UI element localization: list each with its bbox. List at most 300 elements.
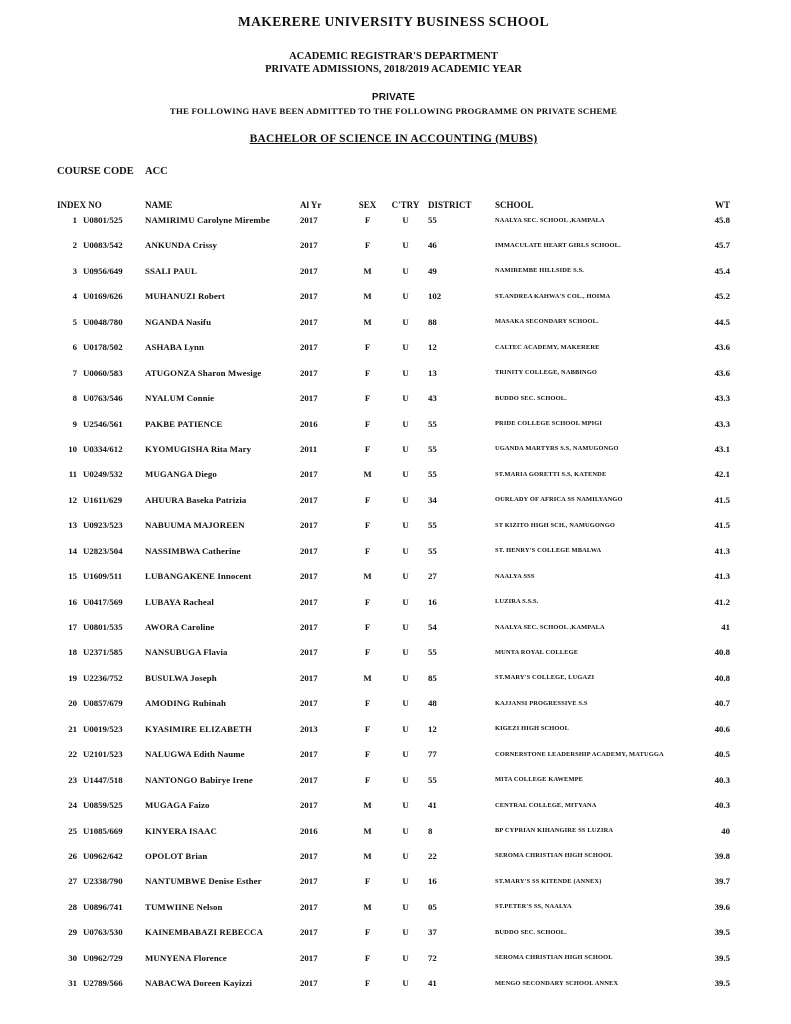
cell-sex: F bbox=[364, 342, 371, 353]
cell-al-yr: 2017 bbox=[300, 571, 318, 582]
cell-name: KYASIMIRE ELIZABETH bbox=[145, 723, 252, 734]
cell-sex: M bbox=[363, 469, 372, 480]
cell-sex: F bbox=[364, 545, 371, 556]
table-row bbox=[57, 953, 730, 978]
cell-name: ANKUNDA Crissy bbox=[145, 240, 218, 251]
cell-sex: F bbox=[364, 494, 371, 505]
cell-al-yr: 2017 bbox=[300, 545, 318, 556]
cell-sex: F bbox=[364, 393, 371, 404]
cell-row-number: 4 bbox=[72, 291, 77, 302]
table-row bbox=[57, 647, 730, 672]
cell-district: 22 bbox=[428, 850, 437, 861]
cell-ctry: U bbox=[402, 265, 409, 276]
cell-wt: 41 bbox=[721, 622, 730, 632]
cell-name: TUMWIINE Nelson bbox=[145, 901, 223, 912]
cell-wt: 39.6 bbox=[714, 901, 730, 912]
cell-school: BP CYPRIAN KIHANGIRE SS LUZIRA bbox=[495, 827, 614, 834]
cell-name: NASSIMBWA Catherine bbox=[145, 545, 241, 556]
cell-name: NYALUM Connie bbox=[145, 393, 215, 404]
cell-index-no: U0962/642 bbox=[83, 850, 123, 861]
cell-school: SEROMA CHRISTIAN HIGH SCHOOL bbox=[495, 852, 613, 860]
cell-al-yr: 2017 bbox=[300, 265, 318, 276]
cell-sex: M bbox=[363, 571, 372, 582]
cell-district: 49 bbox=[428, 265, 437, 276]
col-header-al-yr: Al Yr bbox=[300, 200, 322, 210]
cell-al-yr: 2017 bbox=[300, 952, 318, 963]
cell-row-number: 1 bbox=[72, 215, 77, 225]
cell-name: NALUGWA Edith Naume bbox=[145, 749, 245, 760]
course-code-value: ACC bbox=[145, 166, 168, 177]
cell-ctry: U bbox=[402, 240, 409, 251]
table-row bbox=[57, 698, 730, 723]
cell-sex: F bbox=[364, 876, 371, 887]
cell-sex: M bbox=[363, 672, 372, 683]
table-row bbox=[57, 724, 730, 749]
cell-school: PRIDE COLLEGE SCHOOL MPIGI bbox=[495, 420, 603, 427]
cell-index-no: U0801/525 bbox=[83, 215, 123, 225]
table-row bbox=[57, 520, 730, 545]
cell-ctry: U bbox=[402, 494, 409, 505]
cell-school: MITA COLLEGE KAWEMPE bbox=[495, 776, 584, 784]
cell-district: 05 bbox=[428, 901, 437, 912]
cell-row-number: 27 bbox=[68, 876, 77, 887]
cell-name: ASHABA Lynn bbox=[145, 342, 205, 353]
col-header-school: SCHOOL bbox=[495, 200, 534, 210]
cell-name: NAMIRIMU Carolyne Mirembe bbox=[145, 215, 270, 225]
table-row bbox=[57, 851, 730, 876]
cell-row-number: 21 bbox=[68, 723, 77, 734]
col-header-ctry: C'TRY bbox=[391, 200, 420, 210]
cell-sex: M bbox=[363, 825, 372, 836]
cell-al-yr: 2017 bbox=[300, 393, 318, 404]
cell-ctry: U bbox=[402, 418, 409, 429]
cell-al-yr: 2017 bbox=[300, 749, 318, 760]
cell-ctry: U bbox=[402, 622, 409, 632]
cell-wt: 45.4 bbox=[714, 265, 730, 276]
table-row bbox=[57, 444, 730, 469]
cell-al-yr: 2017 bbox=[300, 698, 318, 709]
cell-name: KAINEMBABAZI REBECCA bbox=[145, 927, 264, 938]
table-row bbox=[57, 826, 730, 851]
cell-school: CENTRAL COLLEGE, MITYANA bbox=[495, 801, 597, 809]
cell-name: MUHANUZI Robert bbox=[145, 291, 225, 302]
cell-al-yr: 2017 bbox=[300, 215, 318, 225]
cell-row-number: 19 bbox=[68, 672, 77, 683]
cell-district: 54 bbox=[428, 622, 437, 632]
cell-district: 16 bbox=[428, 876, 437, 887]
cell-al-yr: 2017 bbox=[300, 240, 318, 251]
cell-school: BUDDO SEC. SCHOOL. bbox=[495, 394, 567, 402]
cell-sex: F bbox=[364, 520, 371, 531]
cell-ctry: U bbox=[402, 215, 409, 225]
cell-ctry: U bbox=[402, 520, 409, 531]
cell-sex: M bbox=[363, 265, 372, 276]
cell-al-yr: 2017 bbox=[300, 596, 318, 607]
table-row bbox=[57, 597, 730, 622]
cell-sex: F bbox=[364, 723, 371, 734]
cell-ctry: U bbox=[402, 825, 409, 836]
col-header-index-no: INDEX NO bbox=[57, 200, 102, 210]
cell-district: 88 bbox=[428, 316, 437, 327]
cell-district: 34 bbox=[428, 494, 437, 505]
cell-district: 85 bbox=[428, 672, 437, 683]
cell-sex: F bbox=[364, 367, 371, 378]
cell-school: ST.ANDREA KAHWA'S COL., HOIMA bbox=[495, 292, 611, 300]
cell-al-yr: 2017 bbox=[300, 978, 318, 989]
cell-school: KIGEZI HIGH SCHOOL bbox=[495, 725, 570, 733]
cell-district: 13 bbox=[428, 367, 437, 378]
cell-ctry: U bbox=[402, 952, 409, 963]
cell-row-number: 10 bbox=[68, 443, 77, 454]
cell-al-yr: 2017 bbox=[300, 291, 318, 302]
cell-row-number: 7 bbox=[72, 367, 77, 378]
cell-sex: F bbox=[364, 774, 371, 785]
cell-al-yr: 2017 bbox=[300, 876, 318, 887]
course-code-label: COURSE CODE bbox=[57, 166, 134, 177]
cell-ctry: U bbox=[402, 901, 409, 912]
cell-ctry: U bbox=[402, 469, 409, 480]
cell-ctry: U bbox=[402, 978, 409, 989]
cell-ctry: U bbox=[402, 367, 409, 378]
cell-ctry: U bbox=[402, 749, 409, 760]
university-title: MAKERERE UNIVERSITY BUSINESS SCHOOL bbox=[238, 14, 549, 29]
cell-index-no: U0896/741 bbox=[83, 901, 123, 912]
cell-index-no: U0763/530 bbox=[83, 927, 123, 938]
cell-al-yr: 2017 bbox=[300, 494, 318, 505]
cell-wt: 39.7 bbox=[714, 876, 730, 887]
cell-wt: 43.3 bbox=[714, 418, 730, 429]
cell-name: PAKBE PATIENCE bbox=[145, 418, 223, 429]
cell-ctry: U bbox=[402, 571, 409, 582]
cell-wt: 43.6 bbox=[714, 367, 730, 378]
course-code-row bbox=[57, 166, 730, 177]
admission-list bbox=[57, 215, 730, 1004]
cell-row-number: 31 bbox=[68, 978, 77, 989]
cell-school: ST.MARY'S COLLEGE, LUGAZI bbox=[495, 674, 595, 682]
scheme-label: PRIVATE bbox=[371, 92, 416, 103]
cell-wt: 41.3 bbox=[714, 545, 730, 556]
cell-wt: 43.1 bbox=[714, 443, 730, 454]
cell-district: 12 bbox=[428, 342, 437, 353]
cell-wt: 40.3 bbox=[714, 800, 730, 811]
cell-name: AWORA Caroline bbox=[145, 622, 215, 632]
cell-al-yr: 2017 bbox=[300, 342, 318, 353]
col-header-sex: SEX bbox=[358, 200, 377, 210]
cell-district: 46 bbox=[428, 240, 437, 251]
cell-name: OPOLOT Brian bbox=[145, 850, 208, 861]
cell-al-yr: 2017 bbox=[300, 672, 318, 683]
cell-district: 77 bbox=[428, 749, 437, 760]
cell-index-no: U1085/669 bbox=[83, 825, 123, 836]
cell-al-yr: 2017 bbox=[300, 520, 318, 531]
cell-ctry: U bbox=[402, 774, 409, 785]
cell-wt: 40.6 bbox=[714, 723, 730, 734]
cell-district: 8 bbox=[428, 825, 433, 836]
cell-ctry: U bbox=[402, 698, 409, 709]
cell-wt: 43.3 bbox=[714, 393, 730, 404]
cell-district: 16 bbox=[428, 596, 437, 607]
table-row bbox=[57, 342, 730, 367]
cell-wt: 39.5 bbox=[714, 952, 730, 963]
department-title: ACADEMIC REGISTRAR'S DEPARTMENT bbox=[289, 51, 498, 62]
cell-district: 27 bbox=[428, 571, 437, 582]
cell-district: 55 bbox=[428, 418, 437, 429]
cell-index-no: U2236/752 bbox=[83, 672, 123, 683]
cell-school: ST.MARIA GORETTI S.S, KATENDE bbox=[495, 470, 607, 478]
cell-sex: F bbox=[364, 240, 371, 251]
cell-name: KYOMUGISHA Rita Mary bbox=[145, 443, 252, 454]
cell-school: TRINITY COLLEGE, NABBINGO bbox=[495, 369, 598, 377]
cell-wt: 40 bbox=[721, 825, 730, 836]
cell-district: 55 bbox=[428, 215, 437, 225]
cell-al-yr: 2016 bbox=[300, 825, 318, 836]
cell-sex: F bbox=[364, 952, 371, 963]
col-header-name: NAME bbox=[145, 200, 173, 210]
cell-name: NANTONGO Babirye Irene bbox=[145, 774, 253, 785]
cell-row-number: 14 bbox=[68, 545, 77, 556]
cell-al-yr: 2013 bbox=[300, 723, 318, 734]
cell-index-no: U0048/780 bbox=[83, 316, 123, 327]
table-row bbox=[57, 622, 730, 647]
cell-row-number: 24 bbox=[68, 800, 77, 811]
cell-wt: 42.1 bbox=[714, 469, 730, 480]
cell-al-yr: 2017 bbox=[300, 622, 318, 632]
table-row bbox=[57, 368, 730, 393]
cell-ctry: U bbox=[402, 800, 409, 811]
cell-index-no: U1609/511 bbox=[83, 571, 123, 582]
cell-row-number: 2 bbox=[72, 240, 77, 251]
cell-row-number: 29 bbox=[68, 927, 77, 938]
cell-district: 55 bbox=[428, 520, 437, 531]
programme-title: BACHELOR OF SCIENCE IN ACCOUNTING (MUBS) bbox=[249, 133, 538, 145]
cell-sex: M bbox=[363, 316, 372, 327]
table-row bbox=[57, 215, 730, 240]
cell-name: NANSUBUGA Flavia bbox=[145, 647, 228, 658]
cell-name: NANTUMBWE Denise Esther bbox=[145, 876, 262, 887]
cell-index-no: U0169/626 bbox=[83, 291, 123, 302]
cell-index-no: U0962/729 bbox=[83, 952, 123, 963]
cell-school: MUNTA ROYAL COLLEGE bbox=[495, 648, 579, 656]
cell-al-yr: 2017 bbox=[300, 367, 318, 378]
table-row bbox=[57, 978, 730, 1003]
cell-wt: 39.8 bbox=[714, 850, 730, 861]
cell-district: 41 bbox=[428, 978, 437, 989]
cell-index-no: U0417/569 bbox=[83, 596, 123, 607]
cell-district: 55 bbox=[428, 774, 437, 785]
cell-school: IMMACULATE HEART GIRLS SCHOOL. bbox=[495, 241, 621, 249]
cell-name: AMODING Rubinah bbox=[145, 698, 226, 709]
cell-wt: 45.8 bbox=[714, 215, 730, 225]
cell-name: NABACWA Doreen Kayizzi bbox=[145, 978, 253, 989]
cell-school: NAMIREMBE HILLSIDE S.S. bbox=[495, 267, 585, 275]
cell-sex: F bbox=[364, 927, 371, 938]
cell-wt: 43.6 bbox=[714, 342, 730, 353]
cell-wt: 45.2 bbox=[714, 291, 730, 302]
cell-wt: 40.8 bbox=[714, 647, 730, 658]
cell-ctry: U bbox=[402, 723, 409, 734]
cell-wt: 40.3 bbox=[714, 774, 730, 785]
cell-ctry: U bbox=[402, 672, 409, 683]
cell-ctry: U bbox=[402, 443, 409, 454]
table-row bbox=[57, 546, 730, 571]
cell-district: 48 bbox=[428, 698, 437, 709]
cell-al-yr: 2017 bbox=[300, 901, 318, 912]
cell-index-no: U0334/612 bbox=[83, 443, 123, 454]
cell-district: 43 bbox=[428, 393, 437, 404]
cell-al-yr: 2017 bbox=[300, 647, 318, 658]
cell-al-yr: 2017 bbox=[300, 927, 318, 938]
cell-sex: F bbox=[364, 443, 371, 454]
cell-school: MASAKA SECONDARY SCHOOL. bbox=[495, 318, 599, 326]
cell-row-number: 12 bbox=[68, 494, 77, 505]
cell-index-no: U2789/566 bbox=[83, 978, 123, 989]
table-row bbox=[57, 902, 730, 927]
table-row bbox=[57, 291, 730, 316]
cell-district: 12 bbox=[428, 723, 437, 734]
cell-al-yr: 2017 bbox=[300, 774, 318, 785]
cell-school: KAJJANSI PROGRESSIVE S.S bbox=[495, 699, 588, 707]
cell-sex: F bbox=[364, 418, 371, 429]
cell-wt: 40.8 bbox=[714, 672, 730, 683]
table-row bbox=[57, 800, 730, 825]
cell-name: AHUURA Baseka Patrizia bbox=[145, 494, 247, 505]
cell-district: 55 bbox=[428, 443, 437, 454]
cell-index-no: U0859/525 bbox=[83, 800, 123, 811]
cell-row-number: 5 bbox=[72, 316, 77, 327]
cell-row-number: 13 bbox=[68, 520, 77, 531]
cell-wt: 41.5 bbox=[714, 494, 730, 505]
table-row bbox=[57, 317, 730, 342]
cell-school: MENGO SECONDARY SCHOOL ANNEX bbox=[495, 979, 619, 987]
cell-row-number: 3 bbox=[72, 265, 77, 276]
table-row bbox=[57, 495, 730, 520]
cell-al-yr: 2016 bbox=[300, 418, 318, 429]
cell-row-number: 30 bbox=[68, 952, 77, 963]
cell-name: NABUUMA MAJOREEN bbox=[145, 520, 245, 531]
cell-wt: 40.7 bbox=[714, 698, 730, 709]
cell-index-no: U0923/523 bbox=[83, 520, 123, 531]
cell-district: 41 bbox=[428, 800, 437, 811]
cell-school: ST. HENRY'S COLLEGE MBALWA bbox=[495, 547, 602, 555]
cell-ctry: U bbox=[402, 596, 409, 607]
cell-row-number: 6 bbox=[72, 342, 77, 353]
table-row bbox=[57, 673, 730, 698]
cell-row-number: 22 bbox=[68, 749, 77, 760]
cell-ctry: U bbox=[402, 647, 409, 658]
cell-row-number: 26 bbox=[68, 850, 77, 861]
cell-index-no: U2371/585 bbox=[83, 647, 123, 658]
cell-index-no: U0083/542 bbox=[83, 240, 123, 251]
cell-index-no: U0060/583 bbox=[83, 367, 123, 378]
table-row bbox=[57, 240, 730, 265]
cell-district: 55 bbox=[428, 545, 437, 556]
cell-school: ST KIZITO HIGH SCH., NAMUGONGO bbox=[495, 521, 616, 529]
cell-index-no: U2823/504 bbox=[83, 545, 123, 556]
cell-sex: F bbox=[364, 647, 371, 658]
cell-name: LUBANGAKENE Innocent bbox=[145, 571, 252, 582]
cell-row-number: 11 bbox=[68, 469, 77, 480]
cell-school: CORNERSTONE LEADERSHIP ACADEMY, MATUGGA bbox=[495, 750, 664, 758]
table-header bbox=[57, 200, 730, 210]
cell-school: CALTEC ACADEMY, MAKERERE bbox=[495, 343, 600, 351]
table-row bbox=[57, 266, 730, 291]
cell-ctry: U bbox=[402, 316, 409, 327]
cell-row-number: 15 bbox=[68, 571, 77, 582]
table-row bbox=[57, 749, 730, 774]
cell-school: ST.MARY'S SS KITENDE (ANNEX) bbox=[495, 877, 602, 885]
cell-al-yr: 2017 bbox=[300, 800, 318, 811]
cell-district: 102 bbox=[428, 291, 442, 302]
cell-index-no: U0178/502 bbox=[83, 342, 123, 353]
cell-school: LUZIRA S.S.S. bbox=[495, 598, 539, 606]
cell-index-no: U0019/523 bbox=[83, 723, 123, 734]
cell-sex: M bbox=[363, 291, 372, 302]
cell-index-no: U2101/523 bbox=[83, 749, 123, 760]
admission-notice: THE FOLLOWING HAVE BEEN ADMITTED TO THE FOLLOWING PROGRAMME ON PRIVATE SCHEME bbox=[169, 106, 618, 116]
cell-wt: 45.7 bbox=[714, 240, 730, 251]
cell-wt: 41.3 bbox=[714, 571, 730, 582]
cell-school: NAALYA SEC. SCHOOL ,KAMPALA bbox=[495, 216, 605, 224]
cell-district: 37 bbox=[428, 927, 437, 938]
cell-sex: F bbox=[364, 698, 371, 709]
cell-sex: M bbox=[363, 850, 372, 861]
cell-ctry: U bbox=[402, 342, 409, 353]
cell-wt: 39.5 bbox=[714, 978, 730, 989]
cell-district: 55 bbox=[428, 647, 437, 658]
cell-wt: 41.5 bbox=[714, 520, 730, 531]
cell-wt: 40.5 bbox=[714, 749, 730, 760]
cell-ctry: U bbox=[402, 545, 409, 556]
cell-school: NAALYA SEC. SCHOOL ,KAMPALA bbox=[495, 623, 605, 631]
table-row bbox=[57, 876, 730, 901]
cell-al-yr: 2017 bbox=[300, 469, 318, 480]
cell-al-yr: 2011 bbox=[300, 443, 318, 454]
cell-index-no: U2338/790 bbox=[83, 876, 123, 887]
admissions-line: PRIVATE ADMISSIONS, 2018/2019 ACADEMIC YEAR bbox=[265, 64, 522, 75]
cell-ctry: U bbox=[402, 291, 409, 302]
cell-index-no: U0857/679 bbox=[83, 698, 123, 709]
table-row bbox=[57, 775, 730, 800]
cell-ctry: U bbox=[402, 927, 409, 938]
cell-name: MUNYENA Florence bbox=[145, 952, 227, 963]
table-row bbox=[57, 927, 730, 952]
cell-wt: 41.2 bbox=[714, 596, 730, 607]
cell-sex: F bbox=[364, 215, 371, 225]
cell-row-number: 18 bbox=[68, 647, 77, 658]
cell-row-number: 23 bbox=[68, 774, 77, 785]
cell-index-no: U0763/546 bbox=[83, 393, 123, 404]
cell-index-no: U1611/629 bbox=[83, 494, 123, 505]
cell-school: OURLADY OF AFRICA SS NAMILYANGO bbox=[495, 496, 623, 504]
cell-al-yr: 2017 bbox=[300, 316, 318, 327]
cell-row-number: 28 bbox=[68, 901, 77, 912]
cell-sex: F bbox=[364, 749, 371, 760]
table-row bbox=[57, 419, 730, 444]
cell-name: NGANDA Nasifu bbox=[145, 316, 212, 327]
cell-name: LUBAYA Racheal bbox=[145, 596, 214, 607]
cell-row-number: 9 bbox=[72, 418, 77, 429]
cell-ctry: U bbox=[402, 393, 409, 404]
cell-school: NAALYA SSS bbox=[495, 572, 535, 580]
cell-row-number: 25 bbox=[68, 825, 77, 836]
cell-sex: F bbox=[364, 596, 371, 607]
cell-al-yr: 2017 bbox=[300, 850, 318, 861]
col-header-district: DISTRICT bbox=[428, 200, 472, 210]
cell-school: UGANDA MARTYRS S.S, NAMUGONGO bbox=[495, 445, 619, 453]
table-row bbox=[57, 469, 730, 494]
table-row bbox=[57, 393, 730, 418]
cell-index-no: U0956/649 bbox=[83, 265, 123, 276]
